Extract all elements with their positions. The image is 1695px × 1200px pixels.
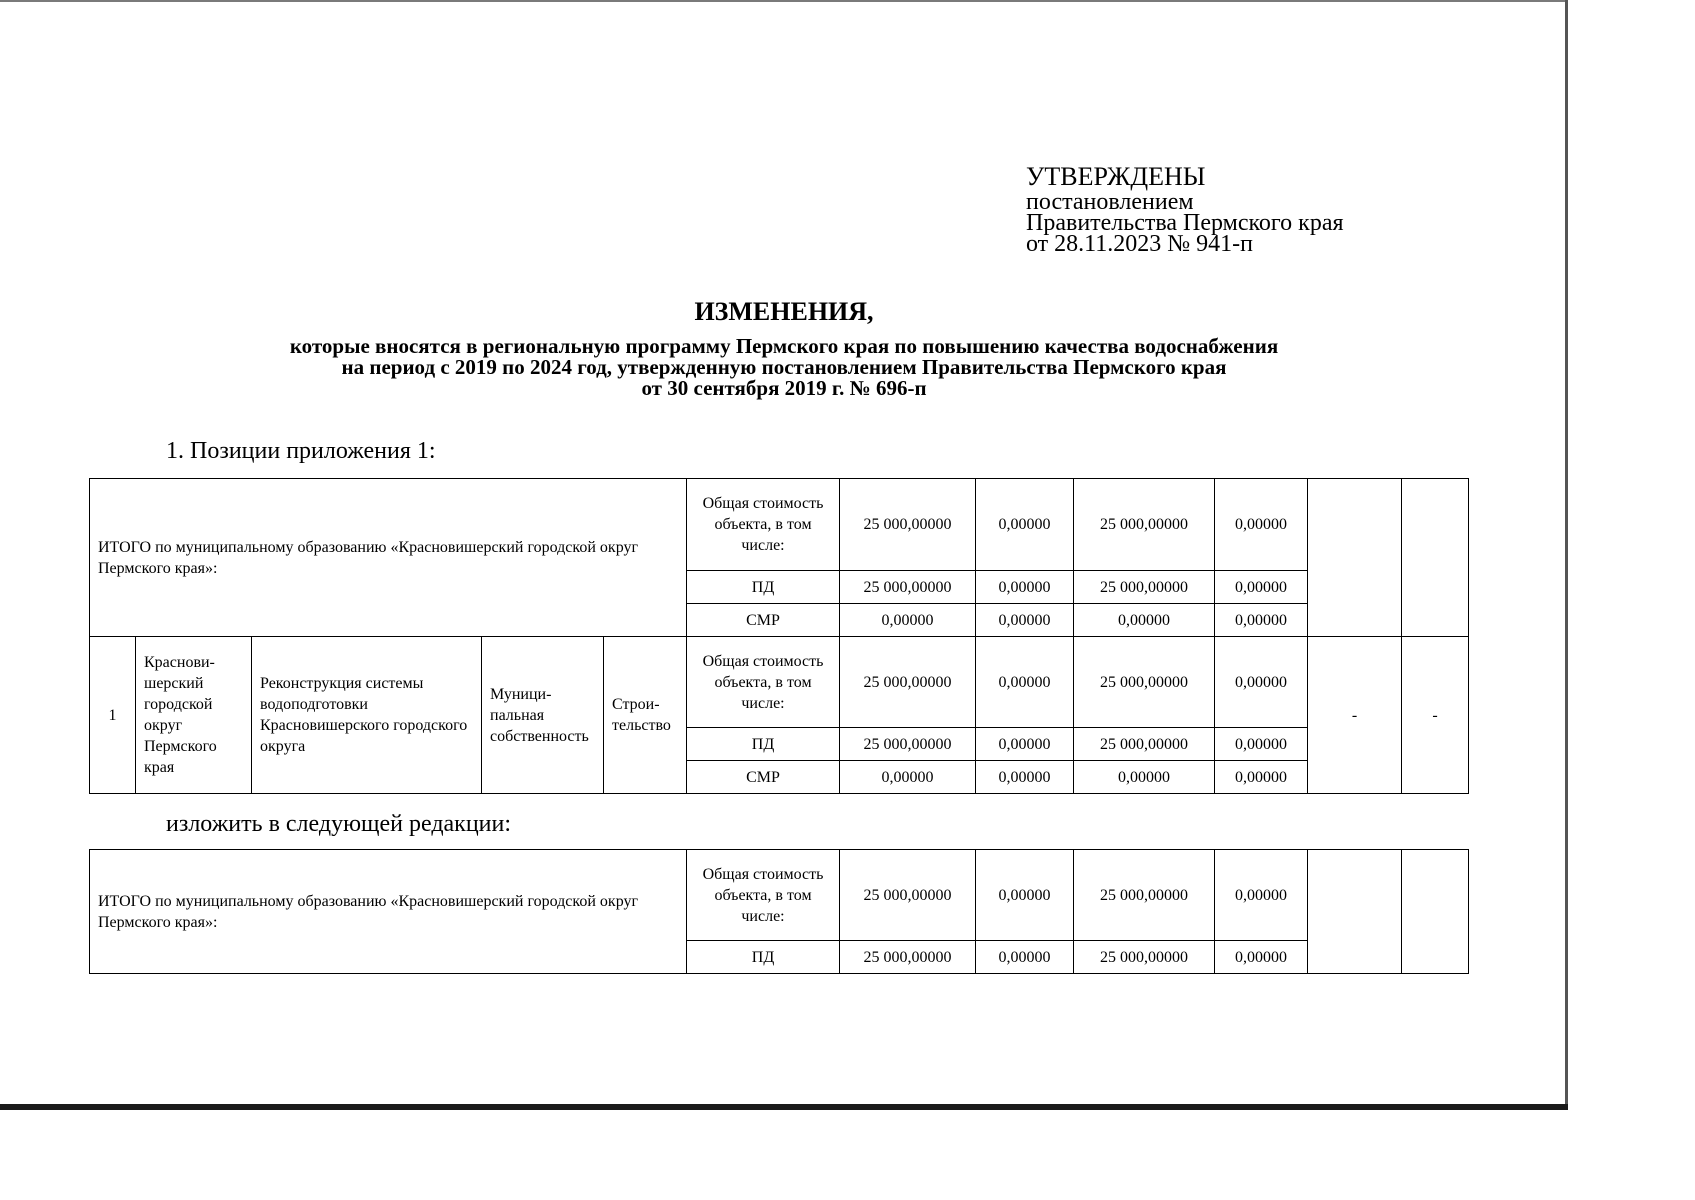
- total-cost-label: Общая стоимость объекта, в том числе:: [687, 479, 840, 571]
- object-cell: Реконструкция системы водоподготовки Красновишерского городского округа: [252, 637, 482, 794]
- value-cell: 0,00000: [976, 571, 1074, 604]
- value-cell: 25 000,00000: [1074, 728, 1215, 761]
- subtitle-line: которые вносятся в региональную программу Пермского края по повышению качества водоснабжения: [289, 334, 1279, 358]
- value-cell: 25 000,00000: [840, 728, 976, 761]
- value-cell: 0,00000: [976, 941, 1074, 974]
- empty-cell: [1402, 850, 1469, 974]
- value-cell: 0,00000: [1215, 479, 1308, 571]
- itogo-label: ИТОГО по муниципальному образованию «Красновишерский городской округ Пермского края»:: [90, 850, 687, 974]
- value-cell: 25 000,00000: [840, 850, 976, 941]
- subtitle-line: на период с 2019 по 2024 год, утвержденную постановлением Правительства Пермского края: [341, 355, 1227, 379]
- scan-edge-bottom: [0, 1104, 1568, 1110]
- value-cell: 0,00000: [1215, 941, 1308, 974]
- positions-table-original: [89, 478, 1469, 794]
- value-cell: 0,00000: [1074, 604, 1215, 637]
- value-cell: 25 000,00000: [1074, 571, 1215, 604]
- value-cell: 25 000,00000: [1074, 941, 1215, 974]
- value-cell: 0,00000: [976, 761, 1074, 794]
- value-cell: 25 000,00000: [840, 637, 976, 728]
- scan-edge-top: [0, 0, 1568, 2]
- pd-label: ПД: [687, 571, 840, 604]
- dash-cell: -: [1402, 637, 1469, 794]
- approval-heading: УТВЕРЖДЕНЫ: [1026, 162, 1206, 191]
- row-number: 1: [90, 637, 136, 794]
- itogo-label: ИТОГО по муниципальному образованию «Красновишерский городской округ Пермского края»:: [90, 479, 687, 637]
- approval-line: постановлением: [1026, 189, 1194, 215]
- smr-label: СМР: [687, 761, 840, 794]
- value-cell: 0,00000: [1074, 761, 1215, 794]
- work-type-cell: Строи-тельство: [604, 637, 687, 794]
- empty-cell: [1308, 479, 1402, 637]
- total-cost-label: Общая стоимость объекта, в том числе:: [687, 850, 840, 941]
- value-cell: 0,00000: [1215, 728, 1308, 761]
- value-cell: 0,00000: [976, 479, 1074, 571]
- document-title: ИЗМЕНЕНИЯ,: [694, 297, 874, 326]
- document-subtitle: [0, 336, 1568, 399]
- value-cell: 0,00000: [1215, 637, 1308, 728]
- subtitle-line: от 30 сентября 2019 г. № 696-п: [641, 376, 927, 400]
- value-cell: 0,00000: [1215, 850, 1308, 941]
- section-heading: 1. Позиции приложения 1:: [166, 438, 436, 464]
- positions-table-revised: [89, 849, 1469, 974]
- scan-edge-right: [1565, 0, 1568, 1110]
- pd-label: ПД: [687, 941, 840, 974]
- dash-cell: -: [1308, 637, 1402, 794]
- value-cell: 25 000,00000: [840, 941, 976, 974]
- smr-label: СМР: [687, 604, 840, 637]
- value-cell: 0,00000: [1215, 604, 1308, 637]
- value-cell: 0,00000: [840, 604, 976, 637]
- section-heading: изложить в следующей редакции:: [166, 811, 512, 837]
- value-cell: 25 000,00000: [1074, 850, 1215, 941]
- district-cell: Краснови-шерский городской округ Пермского края: [136, 637, 252, 794]
- approval-date: от 28.11.2023 № 941-п: [1026, 231, 1254, 257]
- value-cell: 25 000,00000: [1074, 479, 1215, 571]
- value-cell: 0,00000: [1215, 571, 1308, 604]
- empty-cell: [1402, 479, 1469, 637]
- approval-line: Правительства Пермского края: [1026, 210, 1344, 236]
- approval-stamp: [1026, 162, 1344, 255]
- pd-label: ПД: [687, 728, 840, 761]
- value-cell: 0,00000: [976, 637, 1074, 728]
- value-cell: 0,00000: [976, 604, 1074, 637]
- value-cell: 25 000,00000: [840, 479, 976, 571]
- ownership-cell: Муници-пальная собственность: [482, 637, 604, 794]
- value-cell: 25 000,00000: [840, 571, 976, 604]
- total-cost-label: Общая стоимость объекта, в том числе:: [687, 637, 840, 728]
- value-cell: 0,00000: [1215, 761, 1308, 794]
- value-cell: 25 000,00000: [1074, 637, 1215, 728]
- value-cell: 0,00000: [976, 850, 1074, 941]
- empty-cell: [1308, 850, 1402, 974]
- value-cell: 0,00000: [976, 728, 1074, 761]
- value-cell: 0,00000: [840, 761, 976, 794]
